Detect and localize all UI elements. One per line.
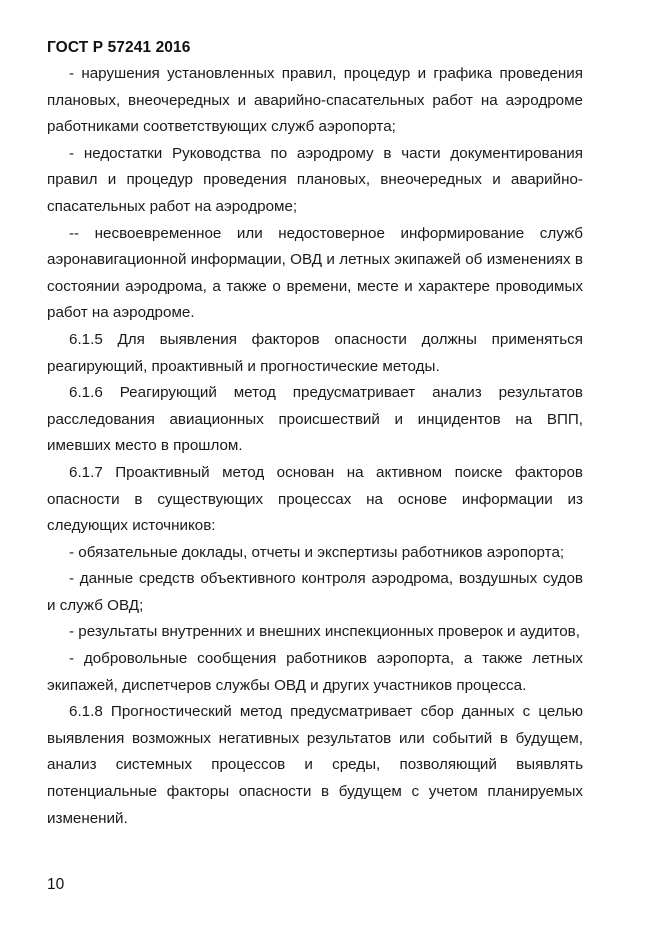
document-standard-id: ГОСТ Р 57241 2016 — [47, 39, 191, 56]
paragraph-6-1-6: 6.1.6 Реагирующий метод предусматривает анализ результатов расследования авиационных происшествий и инцидентов на ВПП, имевших место в прошлом. — [47, 384, 583, 455]
page-number: 10 — [47, 876, 65, 893]
document-body — [47, 61, 583, 832]
paragraph-manual-deficiencies: - недостатки Руководства по аэродрому в части документирования правил и процедур проведения плановых, внеочередных и аварийно-спасательных работ на аэродроме; — [47, 144, 583, 215]
list-item-objective-control-data: - данные средств объективного контроля аэродрома, воздушных судов и служб ОВД; — [47, 570, 583, 614]
paragraph-violations: - нарушения установленных правил, процедур и графика проведения плановых, внеочередных и аварийно-спасательных работ на аэродроме работниками соответствующих служб аэропорта; — [47, 65, 583, 136]
paragraph-6-1-7: 6.1.7 Проактивный метод основан на активном поиске факторов опасности в существующих процессах на основе информации из следующих источников: — [47, 463, 583, 535]
list-item-mandatory-reports: - обязательные доклады, отчеты и экспертизы работников аэропорта; — [69, 543, 565, 561]
paragraph-6-1-8: 6.1.8 Прогностический метод предусматривает сбор данных с целью выявления возможных негативных результатов или событий в будущем, анализ системных процессов и среды, позволяющий выявлять потенциальные факторы опасности в будущем с учетом планируемых изменений. — [47, 703, 583, 827]
list-item-voluntary-reports: - добровольные сообщения работников аэропорта, а также летных экипажей, диспетчеров службы ОВД и других участников процесса. — [47, 650, 583, 694]
paragraph-untimely-information: -- несвоевременное или недостоверное информирование служб аэронавигационной информации, ОВД и летных экипажей об изменениях в состоянии аэродрома, а также о времени, месте и характере проводимых работ на аэродроме. — [47, 224, 583, 322]
list-item-inspection-results: - результаты внутренних и внешних инспекционных проверок и аудитов, — [69, 623, 580, 641]
paragraph-6-1-5: 6.1.5 Для выявления факторов опасности должны применяться реагирующий, проактивный и прогностические методы. — [47, 330, 583, 375]
